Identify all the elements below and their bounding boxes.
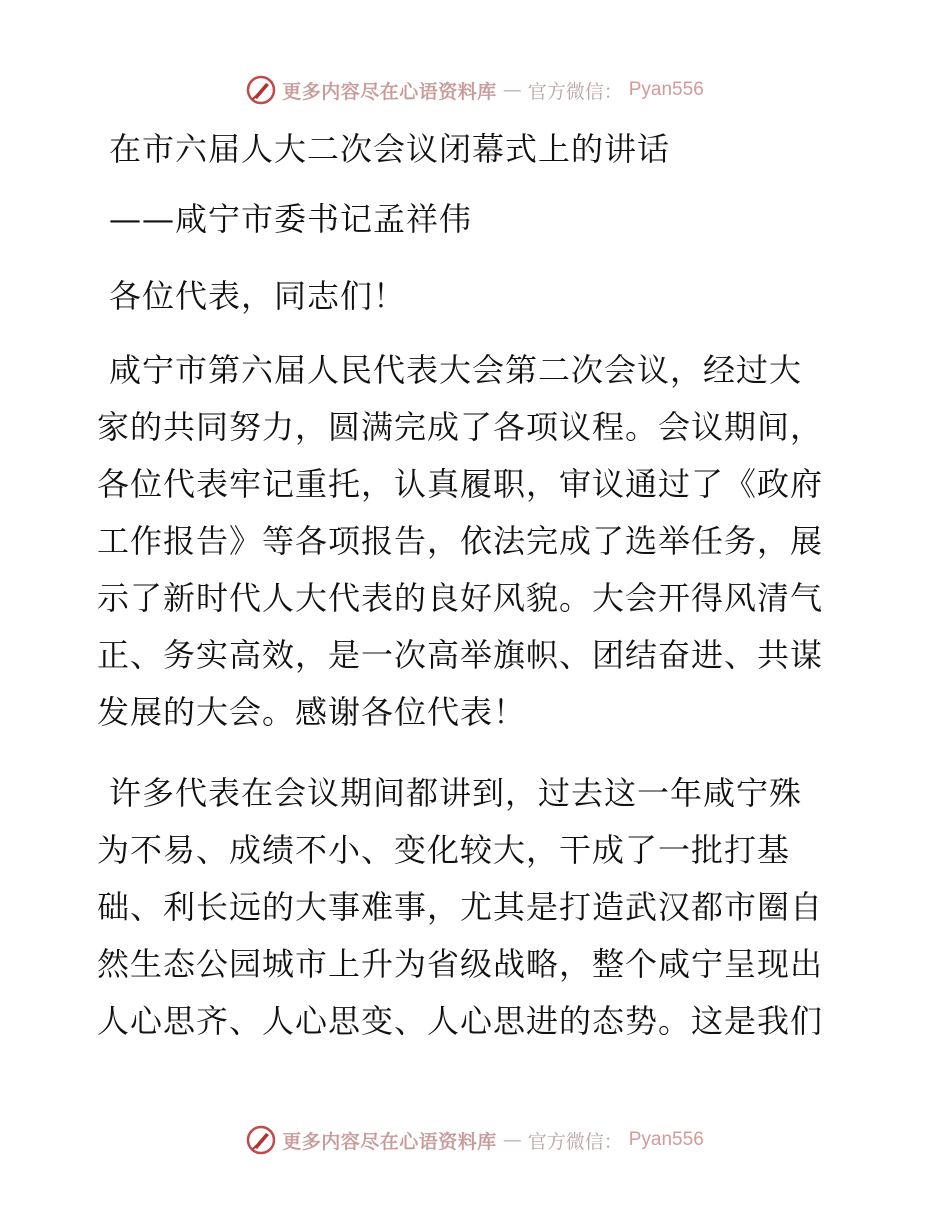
paragraph-line: 许多代表在会议期间都讲到，过去这一年咸宁殊: [109, 774, 803, 812]
paragraph-line: 然生态公园城市上升为省级战略，整个咸宁呈现出: [97, 945, 824, 983]
quill-logo-icon: [246, 75, 276, 105]
quill-logo-icon: [246, 1125, 276, 1155]
watermark-account: Pyan556: [628, 1129, 704, 1150]
document-title: 在市六届人大二次会议闭幕式上的讲话: [109, 130, 671, 168]
watermark-separator: —: [502, 79, 522, 101]
footer-watermark: [0, 1122, 950, 1158]
paragraph-line: 家的共同努力，圆满完成了各项议程。会议期间，: [97, 408, 824, 446]
paragraph-line: 示了新时代人大代表的良好风貌。大会开得风清气: [97, 579, 824, 617]
watermark-official-label: 官方微信：: [527, 1130, 623, 1153]
paragraph-line: 础、利长远的大事难事，尤其是打造武汉都市圈自: [97, 888, 824, 926]
watermark-brand: 更多内容尽在心语资料库: [282, 1130, 497, 1153]
paragraph-line: 为不易、成绩不小、变化较大，干成了一批打基: [97, 831, 791, 869]
greeting: 各位代表，同志们！: [109, 277, 407, 315]
watermark-brand: 更多内容尽在心语资料库: [282, 80, 497, 103]
paragraph-line: 工作报告》等各项报告，依法完成了选举任务，展: [97, 522, 824, 560]
watermark-official-label: 官方微信：: [527, 80, 623, 103]
paragraph-line: 发展的大会。感谢各位代表！: [97, 693, 527, 731]
paragraph-line: 咸宁市第六届人民代表大会第二次会议，经过大: [109, 351, 803, 389]
paragraph-line: 各位代表牢记重托，认真履职，审议通过了《政府: [97, 465, 824, 503]
paragraph-line: 人心思齐、人心思变、人心思进的态势。这是我们: [97, 1002, 824, 1040]
header-watermark: [0, 72, 950, 108]
document-byline: ——咸宁市委书记孟祥伟: [109, 200, 473, 238]
watermark-account: Pyan556: [628, 79, 704, 100]
watermark-separator: —: [502, 1129, 522, 1151]
paragraph-line: 正、务实高效，是一次高举旗帜、团结奋进、共谋: [97, 636, 824, 674]
